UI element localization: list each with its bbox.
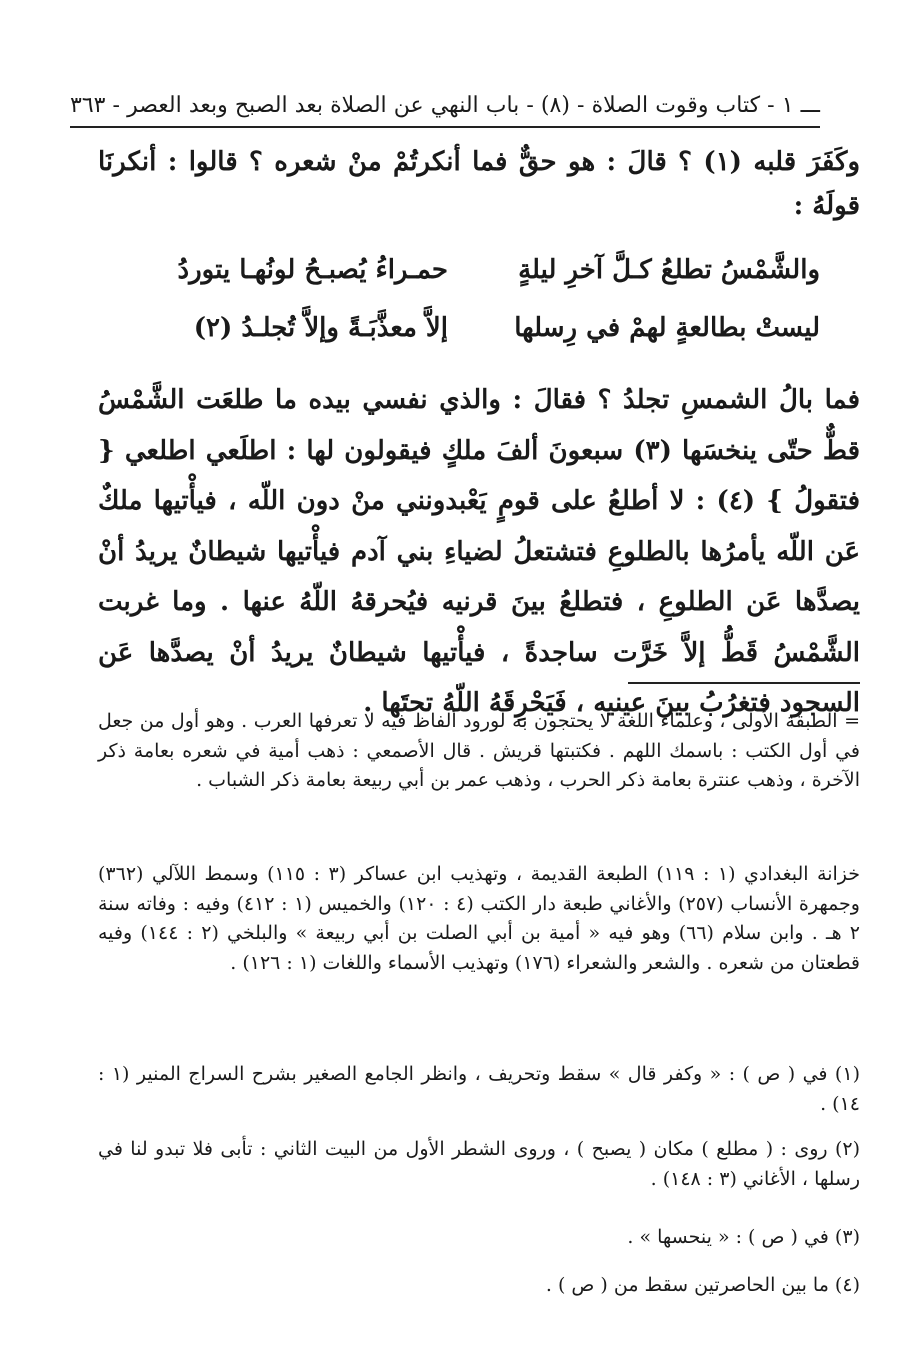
paragraph-1: وكَفَرَ قلبه (١) ؟ قالَ : هو حقٌّ فما أنكرتُمْ منْ شعره ؟ قالوا : أنكرنَا قولَهُ :: [98, 147, 860, 221]
paragraph-2: فما بالُ الشمسِ تجلدُ ؟ فقالَ : والذي نفسي بيده ما طلعَت الشَّمْسُ قطٌّ حتّى ينخسَها (٣) سبعونَ ألفَ ملكٍ فيقولون لها : اطلَعي اطلعي { فتقولُ } (٤) : لا أطلعُ على قومٍ يَعْبدونني منْ دون اللّه ، فيأْتيها ملكٌ عَن اللّه يأمرُها بالطلوعِ فتشتعلُ لضياءِ بني آدم فيأْتيها شيطانٌ يريدُ أنْ يصدَّها عَن الطلوعِ ، فتطلعُ بينَ قرنيه فيُحرقهُ اللّهُ عنها . وما غربت الشَّمْسُ قَطُّ إلاَّ خَرَّت ساجدةً ، فيأْتيها شيطانٌ يريدُ أنْ يصدَّها عَن السجود فتغرُبُ بينَ عينيه ، فَيَحْرِقَهُ اللّهُ تحتَها .: [98, 385, 861, 718]
footnote-separator: [628, 682, 860, 684]
footnote-sources: خزانة البغدادي (١ : ١١٩) الطبعة القديمة ، وتهذيب ابن عساكر (٣ : ١١٥) وسمط اللآلي (٣٦٢) وجمهرة الأنساب (٢٥٧) والأغاني طبعة دار الكتب (٤ : ١٢٠) والخميس (١ : ٤١٢) وفيه : وفاته سنة ٢ هـ . وابن سلام (٦٦) وهو فيه « أمية بن أبي الصلت بن أبي ربيعة » والبلخي (٢ : ١٤٤) وفيه قطعتان من شعره . والشعر والشعراء (١٧٦) وتهذيب الأسماء واللغات (١ : ١٢٦) .: [98, 863, 861, 974]
footnote-1: (١) في ( ص ) : « وكفر قال » سقط وتحريف ، وانظر الجامع الصغير بشرح السراج المنير (١ : ١٤) .: [98, 1063, 860, 1115]
verse-1-first-hemistich: والشَّمْسُ تطلعُ كـلَّ آخرِ ليلةٍ: [518, 255, 820, 285]
running-header: ـــ ١ - كتاب وقوت الصلاة - (٨) - باب النهي عن الصلاة بعد الصبح وبعد العصر - ٣٦٣: [70, 86, 820, 128]
footnote-3: (٣) في ( ص ) : « ينحسها » .: [627, 1226, 860, 1248]
verse-1-second-hemistich: حمـراءُ يُصبـحُ لونُهـا يتوردُ: [177, 255, 448, 285]
verse-2-second-hemistich: إلاَّ معذَّبَـةً وإلاَّ تُجلـدُ (٢): [193, 313, 448, 343]
footnote-4: (٤) ما بين الحاصرتين سقط من ( ص ) .: [545, 1274, 860, 1296]
footnote-continuation: = الطبقة الأولى ، وعلماء اللغة لا يحتجون به لورود ألفاظ فيه لا تعرفها العرب . وهو أول من جعل في أول الكتب : باسمك اللهم . فكتبتها قريش . قال الأصمعي : ذهب أمية في شعره بعامة ذكر الآخرة ، وذهب عنترة بعامة ذكر الحرب ، وذهب عمر بن أبي ربيعة بعامة ذكر الشباب .: [98, 710, 860, 791]
footnote-2: (٢) روى : ( مطلع ) مكان ( يصبح ) ، وروى الشطر الأول من البيت الثاني : تأبى فلا تبدو لنا في رسلها ، الأغاني (٣ : ١٤٨) .: [98, 1138, 861, 1190]
verse-2-first-hemistich: ليستْ بطالعةٍ لهمْ في رِسلها: [514, 313, 820, 343]
